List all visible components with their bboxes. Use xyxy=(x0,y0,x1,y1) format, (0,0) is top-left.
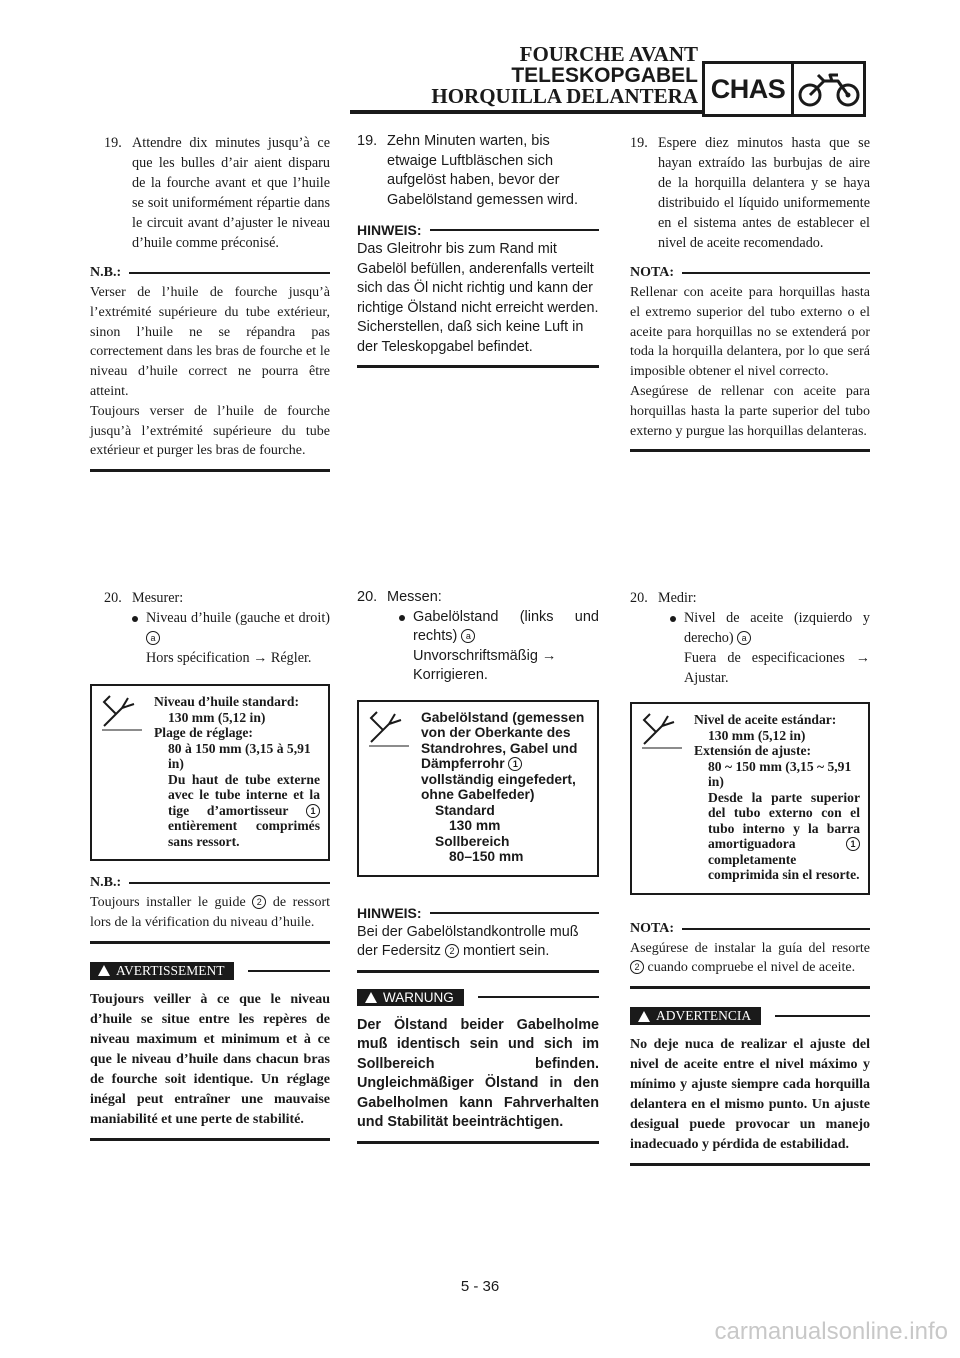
de-spec-range: 80–150 mm xyxy=(449,849,524,864)
de-warn-label: WARNUNG xyxy=(383,989,454,1005)
bullet-dot xyxy=(132,616,138,622)
header-rule xyxy=(350,110,702,114)
de-step20-action: Unvorschriftsmäßig → Korrigieren. xyxy=(413,647,557,683)
bullet-dot xyxy=(670,616,676,622)
warning-end-rule xyxy=(630,1163,870,1166)
es-spec-cond-b: completamente comprimida sin el resorte. xyxy=(708,851,860,882)
es-step20-bullet: Nivel de aceite (izquierdo y derecho) xyxy=(684,610,870,646)
es-spec-range: 80 ~ 150 mm (3,15 ~ 5,91 in) xyxy=(708,758,852,789)
note-rule xyxy=(682,928,870,930)
note-rule xyxy=(682,272,870,274)
fr-note1-label: N.B.: xyxy=(90,265,122,280)
fr-note1-text: Verser de l’huile de fourche jusqu’à l’extrémité supérieure du tube extérieur, sinon l’huile ne se répandra pas correctement dans les bras de fourche et le niveau d’huile correct ne pourra être atteint. xyxy=(90,285,330,399)
de-spec-std-label: Standard xyxy=(435,802,495,818)
warning-rule xyxy=(478,996,599,998)
fr-step19-text: Attendre dix minutes jusqu’à ce que les bulles d’air aient disparu de la fourche avant et que l’huile se soit uniformément répartie dans le circuit avant d’ajuster le niveau d’huile comme préconisé. xyxy=(132,135,330,251)
es-note2-label: NOTA: xyxy=(630,920,675,936)
de-spec-title-b: vollständig eingefedert, ohne Gabelfeder) xyxy=(421,771,576,802)
es-step20-title: Medir: xyxy=(658,590,697,606)
es-warn-text: No deje nuca de realizar el ajuste del nivel de aceite entre el nivel máximo y mínimo y ajuste siempre cada horquilla delantera en el mismo punto. Un ajuste desigual puede provocar un manejo inadecuado y pérdida de estabilidad. xyxy=(630,1037,870,1153)
de-spec-std: 130 mm xyxy=(449,818,501,833)
fr-warn-text: Toujours veiller à ce que le niveau d’huile se situe entre les repères de niveau maximum et minimum et à ce que le niveau d’huile dans chacun bras de fourche soit identique. Un réglage inégal peut entraîner une mauvaise maniabilité et une perte de stabilité. xyxy=(90,991,330,1127)
warning-triangle-icon xyxy=(638,1011,650,1022)
ref-1-marker: 1 xyxy=(846,837,860,851)
es-step19-text: Espere diez minutos hasta que se hayan extraído las burbujas de aire de la horquilla delantera y se haya distribuido el líquido uniformemente en el sistema antes de establecer el nivel de aceite recomendado. xyxy=(658,135,870,251)
ref-2-marker: 2 xyxy=(445,944,459,958)
de-note1-text2: Sicherstellen, daß sich keine Luft in der Teleskopgabel befindet. xyxy=(357,319,584,355)
ref-2-marker: 2 xyxy=(252,895,266,909)
note-end-rule xyxy=(90,469,330,472)
de-note1-label: HINWEIS: xyxy=(357,222,422,238)
warning-triangle-icon xyxy=(365,992,377,1003)
fr-step19-number: 19. xyxy=(104,135,122,151)
fr-step19-block xyxy=(90,133,330,472)
wrench-icon xyxy=(359,702,419,875)
page-number: 5 - 36 xyxy=(460,1278,500,1295)
warning-end-rule xyxy=(90,1138,330,1141)
de-step20-number: 20. xyxy=(357,589,378,605)
ref-a-marker: a xyxy=(461,629,475,643)
watermark: carmanualsonline.info xyxy=(714,1318,948,1345)
note-end-rule xyxy=(90,941,330,944)
es-step20-number: 20. xyxy=(630,590,648,606)
section-badge xyxy=(702,61,866,117)
note-rule xyxy=(129,882,330,884)
section-code: CHAS xyxy=(705,64,794,114)
fr-warn-label: AVERTISSEMENT xyxy=(116,962,225,978)
de-note2-b: montiert sein. xyxy=(462,943,550,959)
de-warn-text: Der Ölstand beider Gabelholme muß identisch sein und sich im Sollbereich befinden. Ungleichmäßiger Ölstand in den Gabelholmen kann Fahrverhalten und Stabilität beeinträchtigen. xyxy=(357,1016,599,1130)
ref-1-marker: 1 xyxy=(508,757,522,771)
fr-spec-cond-a: Du haut de tube externe avec le tube interne et la tige d’amortisseur xyxy=(168,771,320,818)
title-fr: FOURCHE AVANT xyxy=(519,42,698,66)
warning-triangle-icon xyxy=(98,965,110,976)
de-step20-title: Messen: xyxy=(387,589,442,605)
de-note1-text: Das Gleitrohr bis zum Rand mit Gabelöl befüllen, anderenfalls verteilt sich das Öl nicht richtig und kann der richtige Ölstand nicht erreicht werden. xyxy=(357,241,599,316)
fr-note2-a: Toujours installer le guide xyxy=(90,895,246,910)
page-header-titles xyxy=(431,44,698,107)
ref-1-marker: 1 xyxy=(306,804,320,818)
title-de: TELESKOPGABEL xyxy=(511,64,698,87)
de-spec-title-a: Gabelölstand (gemessen von der Oberkante des Standrohres, Gabel und Dämpferrohr xyxy=(421,709,585,771)
warning-end-rule xyxy=(357,1141,599,1144)
fr-spec-title: Niveau d’huile standard: xyxy=(154,694,300,709)
warning-tag xyxy=(357,989,464,1006)
de-spec-range-label: Sollbereich xyxy=(435,833,510,849)
es-note1-text2: Asegúrese de rellenar con aceite para horquillas hasta la parte superior del tubo externo y purgue las horquillas delanteras. xyxy=(630,383,870,439)
de-step19-text: Zehn Minuten warten, bis etwaige Luftbläschen sich aufgelöst haben, bevor der Gabelölstand gemessen wird. xyxy=(387,133,579,208)
es-step20-block xyxy=(630,588,870,1166)
de-step19-number: 19. xyxy=(357,133,378,149)
es-spec-cond-a: Desde la parte superior del tubo externo con el tubo interno y la barra amortiguadora xyxy=(708,789,860,851)
note-rule xyxy=(430,912,599,914)
ref-a-marker: a xyxy=(146,631,160,645)
note-end-rule xyxy=(357,365,599,368)
de-step20-bullet: Gabelölstand (links und rechts) xyxy=(413,608,599,644)
es-step20-action: Fuera de especificaciones → Ajustar. xyxy=(684,650,870,686)
wrench-icon xyxy=(92,686,152,859)
fr-step20-action: Hors spécification → Régler. xyxy=(146,650,312,666)
fr-spec-std: 130 mm (5,12 in) xyxy=(168,709,266,725)
motorcycle-icon xyxy=(794,64,863,114)
warning-tag xyxy=(630,1007,761,1025)
de-step19-block xyxy=(357,132,599,368)
note-end-rule xyxy=(630,449,870,452)
es-spec-box xyxy=(630,702,870,895)
fr-step20-title: Mesurer: xyxy=(132,590,184,606)
note-rule xyxy=(129,272,330,274)
es-step19-block xyxy=(630,133,870,452)
es-step19-number: 19. xyxy=(630,135,648,151)
es-note1-label: NOTA: xyxy=(630,265,675,280)
de-note2-a: Bei der Gabelölstandkontrolle muß der Federsitz xyxy=(357,923,579,959)
es-warn-label: ADVERTENCIA xyxy=(656,1008,752,1024)
fr-step20-number: 20. xyxy=(104,590,122,606)
de-spec-box xyxy=(357,700,599,877)
es-spec-range-title: Extensión de ajuste: xyxy=(694,743,812,758)
wrench-icon xyxy=(632,704,692,893)
es-note2-b: cuando compruebe el nivel de aceite. xyxy=(647,960,856,976)
note-end-rule xyxy=(630,986,870,989)
warning-rule xyxy=(248,970,330,972)
de-note2-label: HINWEIS: xyxy=(357,904,422,921)
ref-2-marker: 2 xyxy=(630,960,644,974)
es-note2-a: Asegúrese de instalar la guía del resorte xyxy=(630,940,870,956)
fr-note2-label: N.B.: xyxy=(90,875,122,890)
ref-a-marker: a xyxy=(737,631,751,645)
fr-spec-range: 80 à 150 mm (3,15 à 5,91 in) xyxy=(168,740,311,771)
note-rule xyxy=(430,229,599,231)
fr-spec-range-title: Plage de réglage: xyxy=(154,725,253,740)
fr-note1-text2: Toujours verser de l’huile de fourche jusqu’à l’extrémité supérieure du tube extérieur et purger les bras de fourche. xyxy=(90,403,330,459)
title-es: HORQUILLA DELANTERA xyxy=(431,84,698,108)
fr-spec-cond-b: entièrement comprimés sans ressort. xyxy=(168,818,320,849)
de-step20-block xyxy=(357,588,599,1144)
note-end-rule xyxy=(357,970,599,973)
es-note1-text: Rellenar con aceite para horquillas hasta el extremo superior del tubo externo o el aceite para horquillas no se extenderá por toda la horquilla delantera, por lo que será imposible obtener el nivel correcto. xyxy=(630,285,870,380)
fr-note2-b: de ressort lors de la vérification du niveau d’huile. xyxy=(90,895,330,930)
warning-rule xyxy=(775,1015,870,1017)
es-spec-title: Nivel de aceite estándar: xyxy=(694,712,837,727)
bullet-dot xyxy=(399,615,405,621)
fr-step20-bullet: Niveau d’huile (gauche et droit) xyxy=(146,610,330,626)
fr-step20-block xyxy=(90,588,330,1141)
warning-tag xyxy=(90,962,234,980)
es-spec-std: 130 mm (5,12 in) xyxy=(708,727,806,743)
fr-spec-box xyxy=(90,684,330,861)
